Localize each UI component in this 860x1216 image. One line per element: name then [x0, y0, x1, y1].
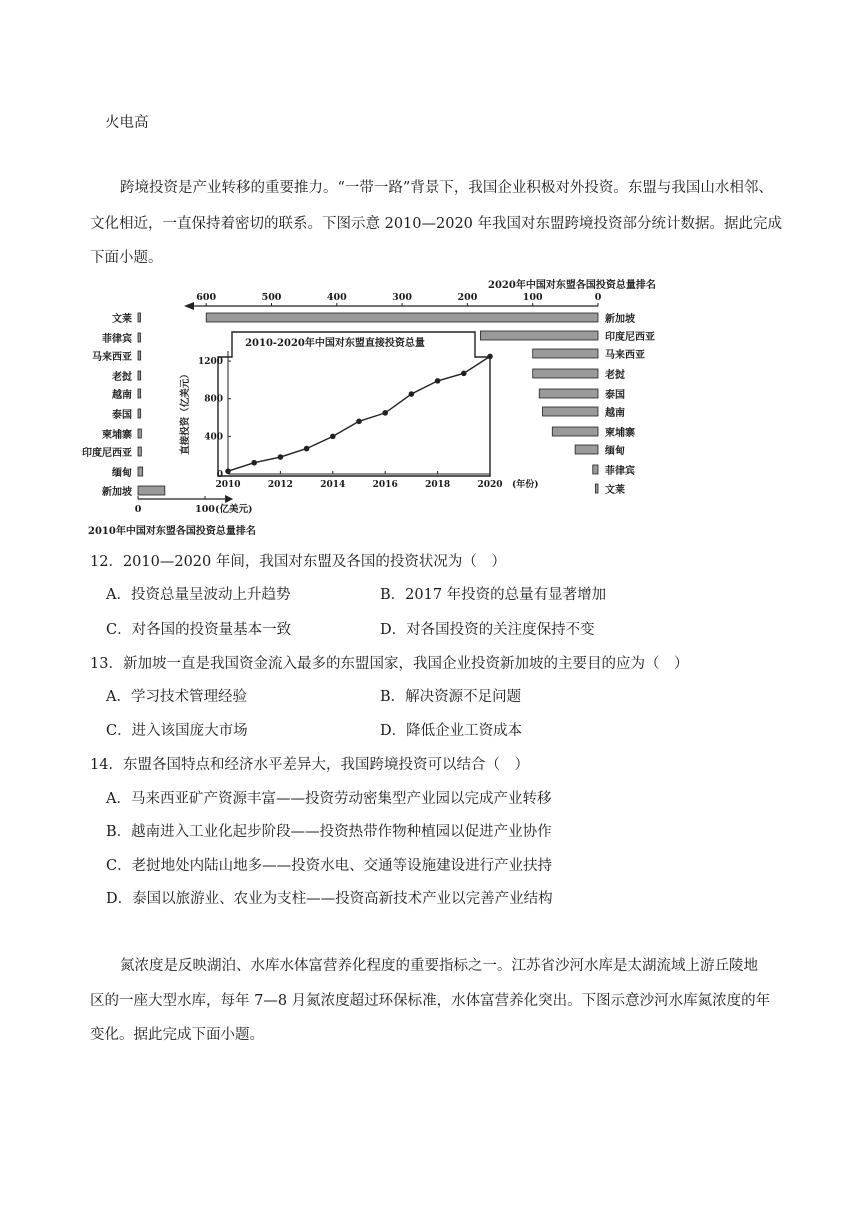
bottom-bar-label: 印度尼西亚 [82, 448, 132, 459]
bottom-bar-label: 文莱 [112, 314, 132, 325]
option-d: D．对各国投资的关注度保持不变 [380, 622, 595, 638]
option-c: C．进入该国庞大市场 [106, 723, 248, 739]
inset-data-point [330, 434, 336, 440]
bottom-bar [138, 371, 141, 380]
bottom-bar [138, 333, 141, 342]
top-axis-tick-label: 100 [522, 292, 543, 303]
top-bar [575, 445, 598, 454]
inset-y-tick-label: 1200 [197, 357, 223, 368]
top-bar [206, 313, 598, 322]
top-bar [533, 349, 598, 358]
passage-line: 跨境投资是产业转移的重要推力。“一带一路”背景下，我国企业积极对外投资。东盟与我国山水相邻、 [120, 180, 773, 196]
top-bar [595, 484, 598, 493]
top-bar [593, 465, 598, 474]
bottom-bar [138, 389, 141, 398]
top-axis-tick-label: 500 [261, 292, 282, 303]
inset-data-point [487, 354, 493, 360]
passage-line: 文化相近，一直保持着密切的联系。下图示意 2010—2020 年我国对东盟跨境投资部分统计数据。据此完成 [90, 216, 783, 232]
top-bar-label: 菲律宾 [605, 466, 635, 477]
inset-x-tick-label: 2020 [477, 480, 503, 490]
passage-line: 下面小题。 [90, 250, 163, 266]
top-bar-label: 缅甸 [605, 446, 625, 457]
passage-line: 区的一座大型水库，每年 7—8 月氮浓度超过环保标准，水体富营养化突出。下图示意沙河水库氮浓度的年 [90, 993, 771, 1009]
bottom-axis-tick-label: 0 [134, 504, 142, 515]
inset-y-label: 直接投资（亿美元） [180, 369, 191, 455]
passage-line: 氮浓度是反映湖泊、水库水体富营养化程度的重要指标之一。江苏省沙河水库是太湖流域上游丘陵地 [120, 958, 758, 974]
bottom-bar [138, 351, 141, 360]
top-chart-title: 2020年中国对东盟各国投资总量排名 [488, 280, 656, 291]
top-bar-label: 文莱 [605, 485, 625, 496]
bottom-axis-arrow [225, 495, 233, 503]
top-axis-tick-label: 400 [326, 292, 347, 303]
top-bar-label: 印度尼西亚 [605, 332, 655, 343]
top-bar-label: 马来西亚 [605, 350, 645, 361]
option-a: A．马来西亚矿产资源丰富——投资劳动密集型产业园以完成产业转移 [106, 791, 552, 807]
inset-data-point [435, 378, 441, 384]
inset-data-point [382, 410, 388, 416]
investment-figure [80, 272, 700, 544]
question-stem: 14．东盟各国特点和经济水平差异大，我国跨境投资可以结合（ ） [90, 757, 529, 773]
inset-data-point [278, 454, 284, 460]
question-stem: 12．2010—2020 年间，我国对东盟及各国的投资状况为（ ） [90, 554, 506, 570]
bottom-bar [138, 486, 165, 495]
option-b: B．2017 年投资的总量有显著增加 [380, 587, 607, 603]
bottom-bar-label: 菲律宾 [102, 334, 132, 345]
top-axis-tick-label: 300 [392, 292, 413, 303]
bottom-bar-label: 新加坡 [102, 487, 132, 498]
bottom-bar [138, 409, 141, 418]
bottom-bar-label: 柬埔寨 [102, 430, 132, 441]
inset-x-tick-label: 2012 [267, 480, 293, 490]
bottom-bar [138, 313, 141, 322]
option-b: B．解决资源不足问题 [380, 689, 522, 705]
inset-x-tick-label: 2018 [425, 480, 451, 490]
bottom-bar [138, 467, 143, 476]
top-bar [552, 427, 598, 436]
bottom-bar-label: 马来西亚 [92, 352, 132, 363]
top-bar [542, 407, 598, 416]
inset-y-tick-label: 0 [216, 470, 223, 480]
inset-x-tick-label: 2010 [215, 480, 241, 490]
bottom-bar-label: 泰国 [112, 410, 132, 421]
option-d: D．降低企业工资成本 [380, 723, 523, 739]
passage-line: 变化。据此完成下面小题。 [90, 1027, 264, 1043]
bottom-bar [138, 447, 141, 456]
question-stem: 13．新加坡一直是我国资金流入最多的东盟国家，我国企业投资新加坡的主要目的应为（ ） [90, 656, 689, 672]
top-bar-label: 新加坡 [605, 314, 635, 325]
option-a: A．学习技术管理经验 [106, 689, 247, 705]
top-bar-label: 泰国 [605, 390, 625, 401]
top-bar [539, 389, 598, 398]
inset-title: 2010-2020年中国对东盟直接投资总量 [245, 338, 425, 349]
option-a: A．投资总量呈波动上升趋势 [106, 587, 291, 603]
inset-data-point [409, 391, 415, 397]
option-c: C．对各国的投资量基本一致 [106, 622, 292, 638]
option-b: B．越南进入工业化起步阶段——投资热带作物种植园以促进产业协作 [106, 824, 552, 840]
bottom-axis-tick-label: 100 [195, 504, 215, 515]
option-d: D．泰国以旅游业、农业为支柱——投资高新技术产业以完善产业结构 [106, 891, 553, 907]
inset-data-point [356, 419, 362, 425]
fragment-text: 火电高 [105, 115, 149, 131]
bottom-bar-label: 老挝 [112, 372, 132, 383]
inset-panel [218, 332, 490, 476]
top-bar-label: 柬埔寨 [605, 428, 635, 439]
inset-y-tick-label: 400 [204, 432, 223, 443]
inset-x-tick-label: 2016 [372, 480, 398, 490]
inset-data-point [251, 460, 257, 466]
top-axis-tick-label: 0 [594, 292, 602, 303]
top-bar-label: 老挝 [605, 370, 625, 381]
inset-y-tick-label: 800 [204, 394, 223, 405]
top-axis-tick-label: 200 [457, 292, 478, 303]
inset-data-point [304, 446, 310, 452]
inset-data-point [461, 371, 467, 377]
inset-data-point [225, 468, 231, 474]
bottom-chart-title: 2010年中国对东盟各国投资总量排名 [88, 526, 256, 537]
top-bar-label: 越南 [605, 408, 625, 419]
top-bar [533, 369, 598, 378]
bottom-bar-label: 越南 [112, 390, 132, 401]
top-axis-tick-label: 600 [196, 292, 217, 303]
bottom-axis-unit: (亿美元) [215, 504, 253, 515]
option-c: C．老挝地处内陆山地多——投资水电、交通等设施建设进行产业扶持 [106, 858, 553, 874]
bottom-bar-label: 缅甸 [112, 468, 132, 479]
bottom-bar [138, 429, 141, 438]
inset-x-unit: (年份) [512, 480, 539, 490]
top-bar [480, 331, 598, 340]
top-axis-arrow [184, 302, 194, 310]
inset-x-tick-label: 2014 [320, 480, 346, 490]
